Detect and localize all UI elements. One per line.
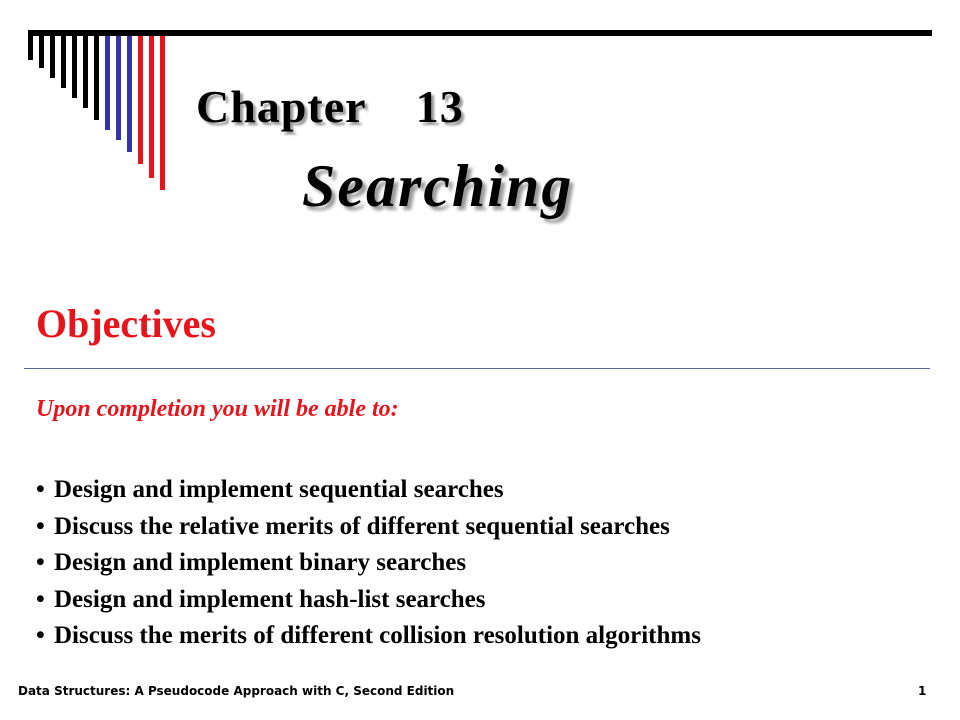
list-item — [36, 546, 701, 583]
list-item-text: Discuss the relative merits of different sequential searches — [54, 512, 670, 540]
bullet-icon: • — [36, 512, 45, 540]
list-item-text: Design and implement binary searches — [54, 549, 467, 576]
list-item — [36, 510, 701, 547]
list-item — [36, 473, 701, 510]
bullet-icon: • — [36, 585, 45, 613]
list-item-text: Discuss the merits of different collision resolution algorithms — [54, 622, 701, 649]
divider — [24, 368, 930, 369]
stripe — [94, 36, 99, 120]
bullet-icon: • — [36, 476, 45, 503]
objectives-list — [36, 473, 701, 656]
list-item — [36, 583, 701, 620]
bullet-icon: • — [36, 622, 45, 649]
bullet-icon: • — [36, 549, 45, 576]
stripe — [39, 36, 44, 68]
stripe — [50, 36, 55, 78]
chapter-heading: Chapter 13 — [196, 81, 464, 132]
stripe — [149, 36, 154, 178]
list-item-text: Design and implement sequential searches — [54, 476, 504, 503]
stripe — [127, 36, 132, 152]
objectives-heading: Objectives — [36, 301, 216, 346]
stripe — [61, 36, 66, 88]
list-item — [36, 619, 701, 656]
stripe — [160, 36, 165, 190]
stripe — [72, 36, 77, 98]
stripe — [116, 36, 121, 140]
list-item-text: Design and implement hash-list searches — [54, 585, 486, 613]
footer-book-title: Data Structures: A Pseudocode Approach with C, Second Edition — [18, 684, 455, 698]
stripe — [138, 36, 143, 164]
stripe — [28, 36, 33, 60]
objectives-subheading: Upon completion you will be able to: — [36, 396, 399, 422]
stripe — [105, 36, 110, 130]
slide-title: Searching — [302, 153, 574, 219]
page-number: 1 — [918, 684, 927, 698]
stripe — [83, 36, 88, 108]
decorative-stripes — [0, 0, 200, 200]
